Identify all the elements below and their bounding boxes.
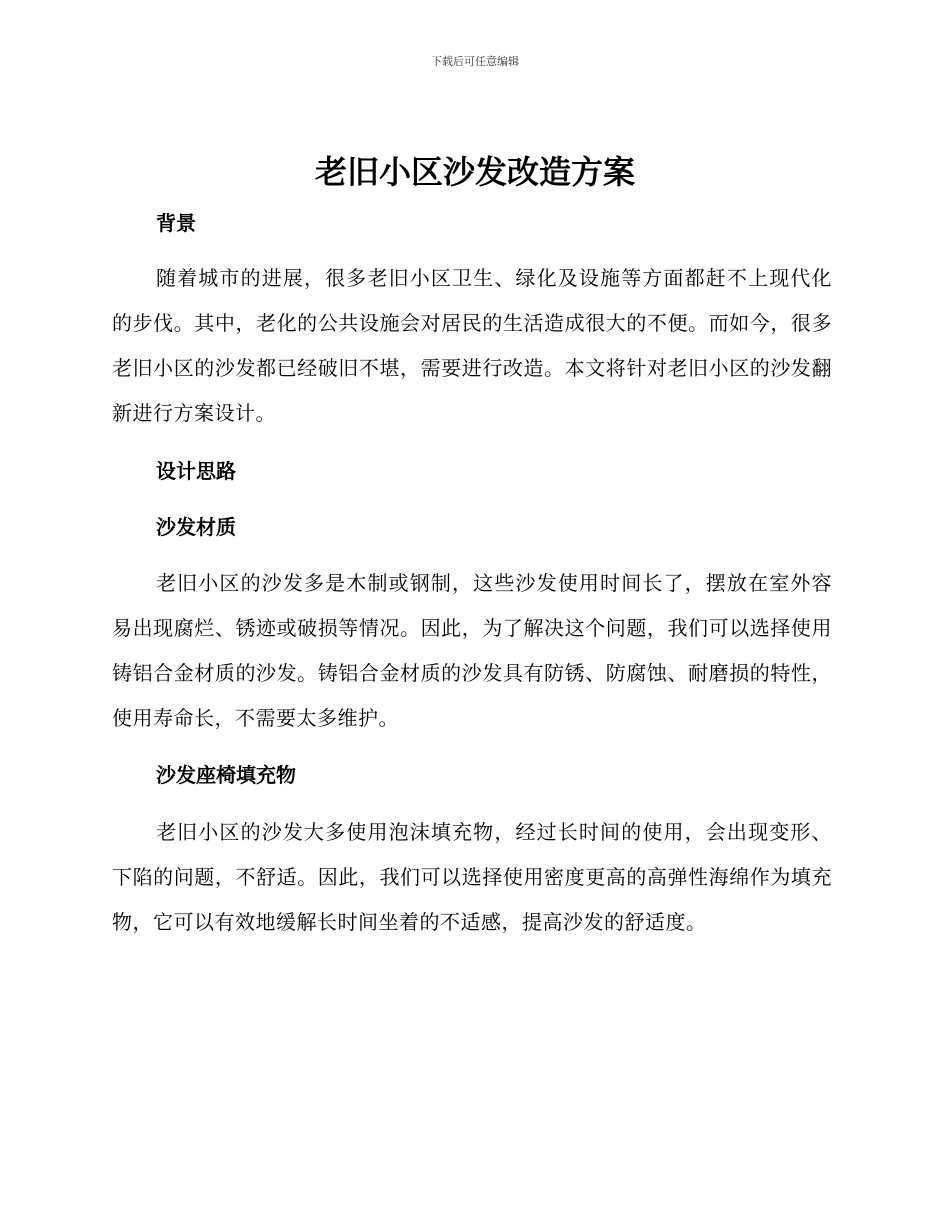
paragraph-background: 随着城市的进展，很多老旧小区卫生、绿化及设施等方面都赶不上现代化的步伐。其中，老化的公共设施会对居民的生活造成很大的不便。而如今，很多老旧小区的沙发都已经破旧不堪，需要进行改造。本文将针对老旧小区的沙发翻新进行方案设计。 xyxy=(112,266,832,425)
section-heading-design-ideas: 设计思路 xyxy=(156,459,236,483)
document-body xyxy=(112,200,832,945)
section-heading-background: 背景 xyxy=(156,211,196,235)
paragraph-material: 老旧小区的沙发多是木制或钢制，这些沙发使用时间长了，摆放在室外容易出现腐烂、锈迹或破损等情况。因此，为了解决这个问题，我们可以选择使用铸铝合金材质的沙发。铸铝合金材质的沙发具有防锈、防腐蚀、耐磨损的特性，使用寿命长，不需要太多维护。 xyxy=(112,571,832,730)
section-heading-material: 沙发材质 xyxy=(156,515,236,539)
paragraph-filling: 老旧小区的沙发大多使用泡沫填充物，经过长时间的使用，会出现变形、下陷的问题，不舒适。因此，我们可以选择使用密度更高的高弹性海绵作为填充物，它可以有效地缓解长时间坐着的不适感，提高沙发的舒适度。 xyxy=(112,820,832,934)
section-heading-filling: 沙发座椅填充物 xyxy=(156,763,296,787)
header-note: 下载后可任意编辑 xyxy=(431,55,519,68)
document-title: 老旧小区沙发改造方案 xyxy=(314,153,635,191)
